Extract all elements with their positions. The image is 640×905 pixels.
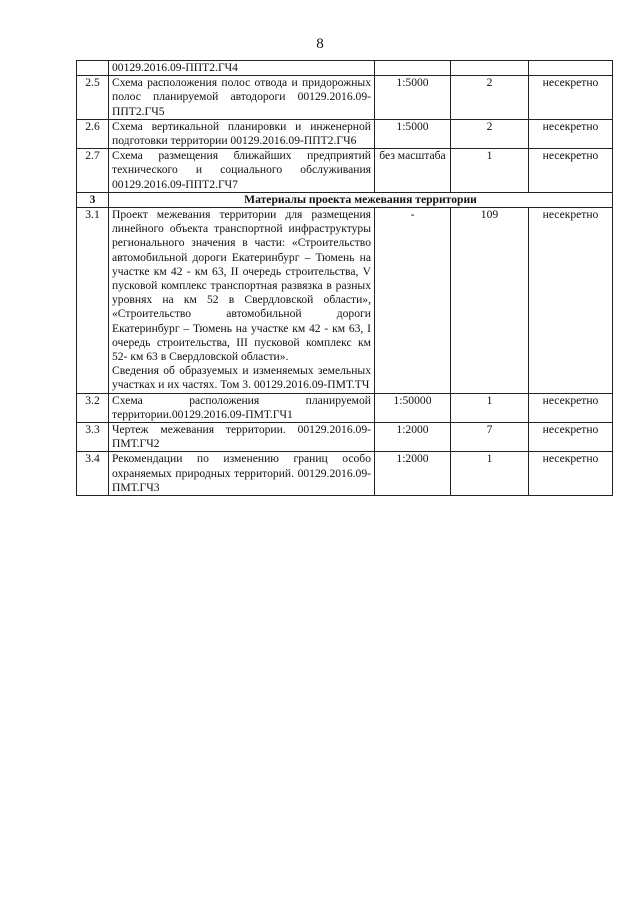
- row-number: 3.4: [77, 452, 109, 496]
- section-header-row: [77, 192, 613, 207]
- row-number: 3.2: [77, 393, 109, 422]
- row-scale: 1:5000: [375, 76, 451, 120]
- table-row: [77, 393, 613, 422]
- row-secrecy: несекретно: [529, 149, 613, 193]
- row-scale: 1:50000: [375, 393, 451, 422]
- row-secrecy: [529, 61, 613, 76]
- table-row: [77, 76, 613, 120]
- row-scale: 1:2000: [375, 452, 451, 496]
- row-scale: 1:5000: [375, 119, 451, 148]
- table-row-continuation: [77, 61, 613, 76]
- row-name: Чертеж межевания территории. 00129.2016.09-ПМТ.ГЧ2: [109, 423, 375, 452]
- row-number: 2.5: [77, 76, 109, 120]
- row-scale: -: [375, 208, 451, 394]
- row-secrecy: несекретно: [529, 76, 613, 120]
- table-row: [77, 149, 613, 193]
- row-name: Схема размещения ближайших предприятий технического и социального обслуживания 00129.2016.09-ППТ2.ГЧ7: [109, 149, 375, 193]
- row-name: Схема расположения планируемой территории.00129.2016.09-ПМТ.ГЧ1: [109, 393, 375, 422]
- row-name: 00129.2016.09-ППТ2.ГЧ4: [109, 61, 375, 76]
- section-title: Материалы проекта межевания территории: [109, 192, 613, 207]
- page-number: 8: [316, 36, 324, 52]
- documents-table: [76, 60, 613, 496]
- row-number: 3.1: [77, 208, 109, 394]
- row-secrecy: несекретно: [529, 208, 613, 394]
- row-number: 2.6: [77, 119, 109, 148]
- row-secrecy: несекретно: [529, 119, 613, 148]
- row-sheets: 1: [451, 393, 529, 422]
- row-sheets: [451, 61, 529, 76]
- row-sheets: 7: [451, 423, 529, 452]
- row-secrecy: несекретно: [529, 452, 613, 496]
- row-sheets: 2: [451, 119, 529, 148]
- table-row: [77, 452, 613, 496]
- table-row: [77, 423, 613, 452]
- row-sheets: 2: [451, 76, 529, 120]
- row-scale: [375, 61, 451, 76]
- row-name-paragraph: Сведения об образуемых и изменяемых земельных участках и их частях. Том 3. 00129.2016.09-ПМТ.ТЧ: [112, 364, 371, 392]
- row-scale: без масштаба: [375, 149, 451, 193]
- row-name-paragraph: Проект межевания территории для размещения линейного объекта транспортной инфраструктуры регионального значения в части: «Строительство автомобильной дороги Екатеринбург – Тюмень на участке км 42 - км 63, II очередь строительства, V пусковой комплекс транспортная развязка в разных уровнях на км 52 в Свердловской области», «Строительство автомобильной дороги Екатеринбург – Тюмень на участке км 42 - км 63, I очередь строительства, III пусковой комплекс км 52- км 63 в Свердловской области».: [112, 208, 371, 364]
- row-number: [77, 61, 109, 76]
- row-sheets: 1: [451, 149, 529, 193]
- row-name: Схема расположения полос отвода и придорожных полос планируемой автодороги 00129.2016.09-ППТ2.ГЧ5: [109, 76, 375, 120]
- table-row: [77, 119, 613, 148]
- row-scale: 1:2000: [375, 423, 451, 452]
- section-number: 3: [77, 192, 109, 207]
- row-number: 2.7: [77, 149, 109, 193]
- row-sheets: 1: [451, 452, 529, 496]
- row-secrecy: несекретно: [529, 423, 613, 452]
- row-name: [109, 208, 375, 394]
- row-secrecy: несекретно: [529, 393, 613, 422]
- row-number: 3.3: [77, 423, 109, 452]
- row-sheets: 109: [451, 208, 529, 394]
- row-name: Схема вертикальной планировки и инженерной подготовки территории 00129.2016.09-ППТ2.ГЧ6: [109, 119, 375, 148]
- row-name: Рекомендации по изменению границ особо охраняемых природных территорий. 00129.2016.09-ПМТ.ГЧ3: [109, 452, 375, 496]
- table-row: [77, 208, 613, 394]
